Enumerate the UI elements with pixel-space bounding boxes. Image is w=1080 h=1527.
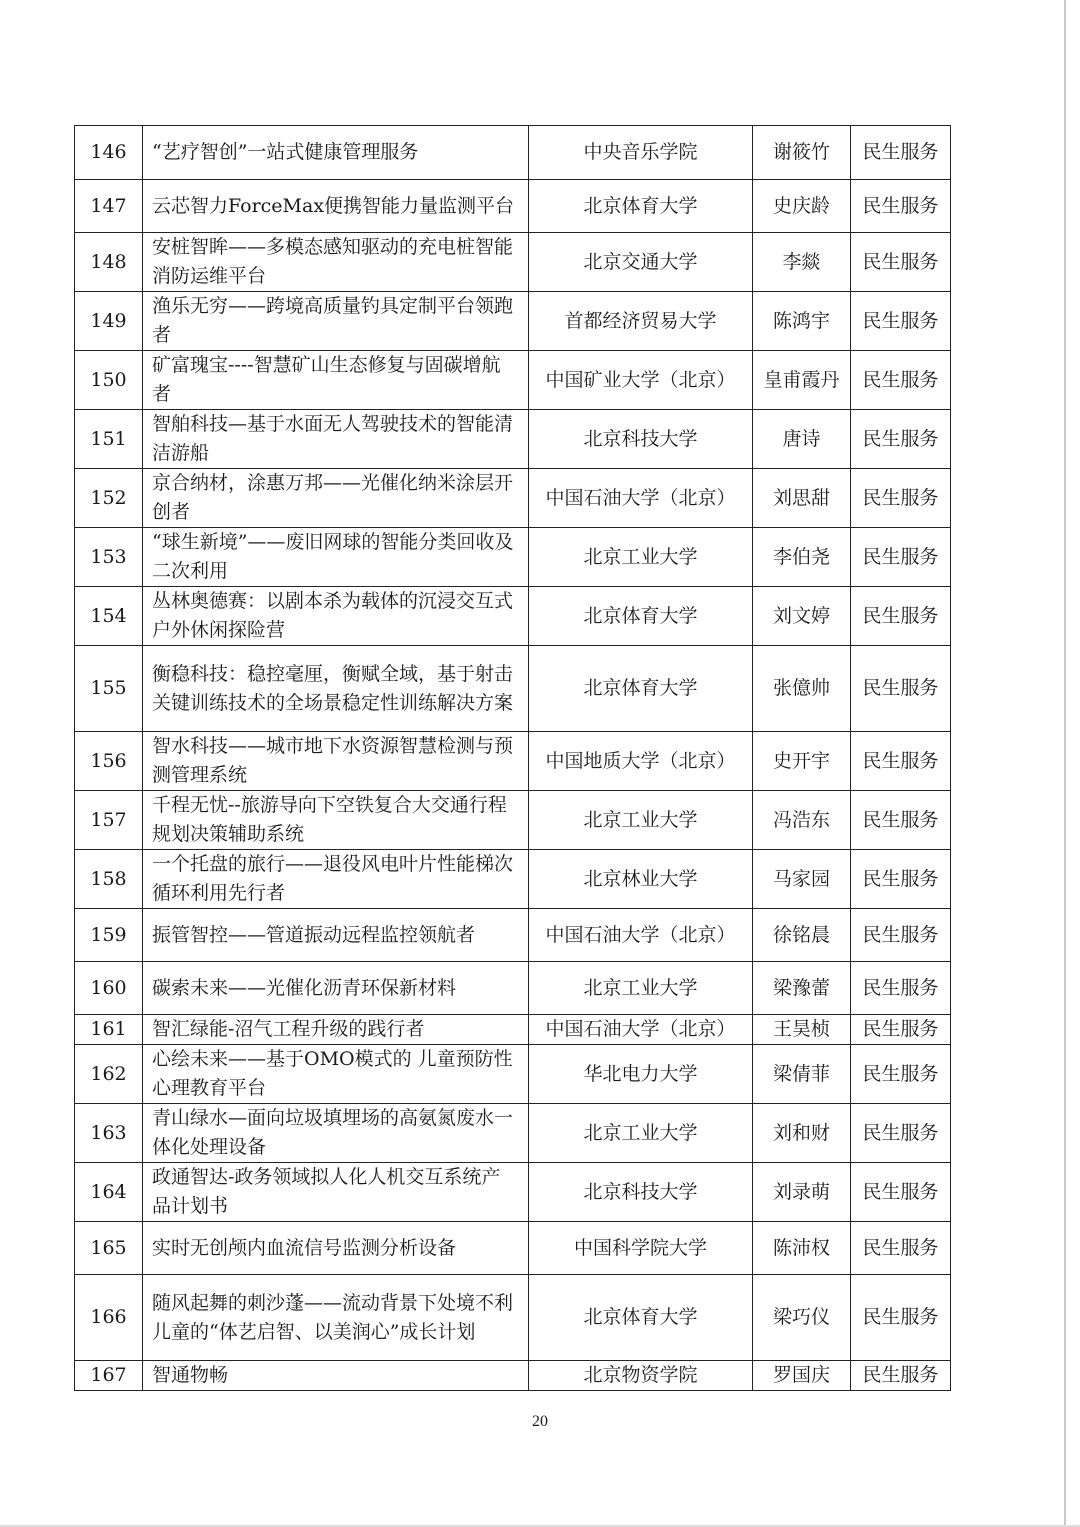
leader-name: 张億帅	[753, 646, 851, 732]
table-row	[75, 469, 951, 528]
table-row	[75, 351, 951, 410]
category-label: 民生服务	[851, 791, 951, 850]
leader-name: 徐铭晨	[753, 909, 851, 962]
category-label: 民生服务	[851, 292, 951, 351]
school-name: 北京体育大学	[529, 1275, 753, 1361]
project-name: 智水科技——城市地下水资源智慧检测与预测管理系统	[143, 732, 529, 791]
category-label: 民生服务	[851, 962, 951, 1015]
category-label: 民生服务	[851, 1045, 951, 1104]
project-name: “球生新境”——废旧网球的智能分类回收及二次利用	[143, 528, 529, 587]
table-row	[75, 180, 951, 233]
leader-name: 王昊桢	[753, 1015, 851, 1045]
row-number: 167	[75, 1361, 143, 1391]
row-number: 151	[75, 410, 143, 469]
leader-name: 陈沛权	[753, 1222, 851, 1275]
row-number: 150	[75, 351, 143, 410]
table-row	[75, 233, 951, 292]
table-row	[75, 528, 951, 587]
school-name: 北京林业大学	[529, 850, 753, 909]
project-name: 青山绿水—面向垃圾填埋场的高氨氮废水一体化处理设备	[143, 1104, 529, 1163]
category-label: 民生服务	[851, 528, 951, 587]
category-label: 民生服务	[851, 233, 951, 292]
school-name: 北京科技大学	[529, 1163, 753, 1222]
category-label: 民生服务	[851, 587, 951, 646]
leader-name: 刘和财	[753, 1104, 851, 1163]
school-name: 中国石油大学（北京）	[529, 909, 753, 962]
table-row	[75, 909, 951, 962]
category-label: 民生服务	[851, 469, 951, 528]
table-row	[75, 587, 951, 646]
school-name: 北京体育大学	[529, 587, 753, 646]
school-name: 中国石油大学（北京）	[529, 469, 753, 528]
project-name: 政通智达-政务领域拟人化人机交互系统产品计划书	[143, 1163, 529, 1222]
leader-name: 史庆龄	[753, 180, 851, 233]
project-name: 智舶科技—基于水面无人驾驶技术的智能清洁游船	[143, 410, 529, 469]
row-number: 149	[75, 292, 143, 351]
school-name: 北京交通大学	[529, 233, 753, 292]
school-name: 首都经济贸易大学	[529, 292, 753, 351]
row-number: 153	[75, 528, 143, 587]
leader-name: 李燚	[753, 233, 851, 292]
category-label: 民生服务	[851, 1222, 951, 1275]
leader-name: 罗国庆	[753, 1361, 851, 1391]
leader-name: 马家园	[753, 850, 851, 909]
table-row	[75, 126, 951, 180]
project-name: 安桩智眸——多模态感知驱动的充电桩智能消防运维平台	[143, 233, 529, 292]
leader-name: 梁巧仪	[753, 1275, 851, 1361]
school-name: 中国科学院大学	[529, 1222, 753, 1275]
project-name: 智汇绿能-沼气工程升级的践行者	[143, 1015, 529, 1045]
school-name: 北京工业大学	[529, 791, 753, 850]
row-number: 164	[75, 1163, 143, 1222]
project-name: 一个托盘的旅行——退役风电叶片性能梯次循环利用先行者	[143, 850, 529, 909]
leader-name: 唐诗	[753, 410, 851, 469]
project-table	[74, 125, 951, 1391]
table-row	[75, 1045, 951, 1104]
project-name: “艺疗智创”一站式健康管理服务	[143, 126, 529, 180]
row-number: 152	[75, 469, 143, 528]
table-row	[75, 410, 951, 469]
scan-edge	[1064, 0, 1066, 1527]
row-number: 158	[75, 850, 143, 909]
row-number: 159	[75, 909, 143, 962]
row-number: 156	[75, 732, 143, 791]
school-name: 中国矿业大学（北京）	[529, 351, 753, 410]
table-row	[75, 1361, 951, 1391]
category-label: 民生服务	[851, 1275, 951, 1361]
project-name: 智通物畅	[143, 1361, 529, 1391]
row-number: 166	[75, 1275, 143, 1361]
school-name: 北京体育大学	[529, 646, 753, 732]
leader-name: 史开宇	[753, 732, 851, 791]
row-number: 161	[75, 1015, 143, 1045]
table-row	[75, 732, 951, 791]
leader-name: 刘录萌	[753, 1163, 851, 1222]
school-name: 北京工业大学	[529, 528, 753, 587]
project-table-body	[75, 126, 951, 1391]
project-name: 衡稳科技：稳控毫厘，衡赋全域，基于射击关键训练技术的全场景稳定性训练解决方案	[143, 646, 529, 732]
project-name: 矿富瑰宝----智慧矿山生态修复与固碳增航者	[143, 351, 529, 410]
leader-name: 刘思甜	[753, 469, 851, 528]
leader-name: 刘文婷	[753, 587, 851, 646]
school-name: 北京体育大学	[529, 180, 753, 233]
project-name: 千程无忧--旅游导向下空铁复合大交通行程规划决策辅助系统	[143, 791, 529, 850]
table-row	[75, 1222, 951, 1275]
leader-name: 冯浩东	[753, 791, 851, 850]
project-name: 丛林奥德赛：以剧本杀为载体的沉浸交互式户外休闲探险营	[143, 587, 529, 646]
project-name: 实时无创颅内血流信号监测分析设备	[143, 1222, 529, 1275]
category-label: 民生服务	[851, 180, 951, 233]
leader-name: 梁豫蕾	[753, 962, 851, 1015]
table-row	[75, 1104, 951, 1163]
table-row	[75, 1275, 951, 1361]
row-number: 162	[75, 1045, 143, 1104]
row-number: 165	[75, 1222, 143, 1275]
leader-name: 梁倩菲	[753, 1045, 851, 1104]
school-name: 中国石油大学（北京）	[529, 1015, 753, 1045]
leader-name: 皇甫霞丹	[753, 351, 851, 410]
table-row	[75, 850, 951, 909]
row-number: 163	[75, 1104, 143, 1163]
leader-name: 谢筱竹	[753, 126, 851, 180]
leader-name: 陈鸿宇	[753, 292, 851, 351]
table-row	[75, 646, 951, 732]
category-label: 民生服务	[851, 351, 951, 410]
school-name: 华北电力大学	[529, 1045, 753, 1104]
project-name: 云芯智力ForceMax便携智能力量监测平台	[143, 180, 529, 233]
row-number: 154	[75, 587, 143, 646]
row-number: 148	[75, 233, 143, 292]
table-row	[75, 962, 951, 1015]
category-label: 民生服务	[851, 646, 951, 732]
school-name: 北京物资学院	[529, 1361, 753, 1391]
school-name: 中国地质大学（北京）	[529, 732, 753, 791]
row-number: 146	[75, 126, 143, 180]
school-name: 北京工业大学	[529, 1104, 753, 1163]
school-name: 中央音乐学院	[529, 126, 753, 180]
table-row	[75, 292, 951, 351]
table-row	[75, 791, 951, 850]
leader-name: 李伯尧	[753, 528, 851, 587]
table-row	[75, 1163, 951, 1222]
category-label: 民生服务	[851, 126, 951, 180]
project-name: 京合纳材，涂惠万邦——光催化纳米涂层开创者	[143, 469, 529, 528]
project-name: 振管智控——管道振动远程监控领航者	[143, 909, 529, 962]
category-label: 民生服务	[851, 732, 951, 791]
school-name: 北京工业大学	[529, 962, 753, 1015]
category-label: 民生服务	[851, 850, 951, 909]
table-row	[75, 1015, 951, 1045]
category-label: 民生服务	[851, 410, 951, 469]
page-number: 20	[532, 1413, 548, 1430]
project-name: 心绘未来——基于OMO模式的 儿童预防性心理教育平台	[143, 1045, 529, 1104]
category-label: 民生服务	[851, 1104, 951, 1163]
row-number: 157	[75, 791, 143, 850]
category-label: 民生服务	[851, 909, 951, 962]
row-number: 155	[75, 646, 143, 732]
school-name: 北京科技大学	[529, 410, 753, 469]
category-label: 民生服务	[851, 1163, 951, 1222]
row-number: 160	[75, 962, 143, 1015]
category-label: 民生服务	[851, 1361, 951, 1391]
project-name: 碳索未来——光催化沥青环保新材料	[143, 962, 529, 1015]
row-number: 147	[75, 180, 143, 233]
category-label: 民生服务	[851, 1015, 951, 1045]
project-name: 随风起舞的刺沙蓬——流动背景下处境不利儿童的“体艺启智、以美润心”成长计划	[143, 1275, 529, 1361]
project-name: 渔乐无穷——跨境高质量钓具定制平台领跑者	[143, 292, 529, 351]
